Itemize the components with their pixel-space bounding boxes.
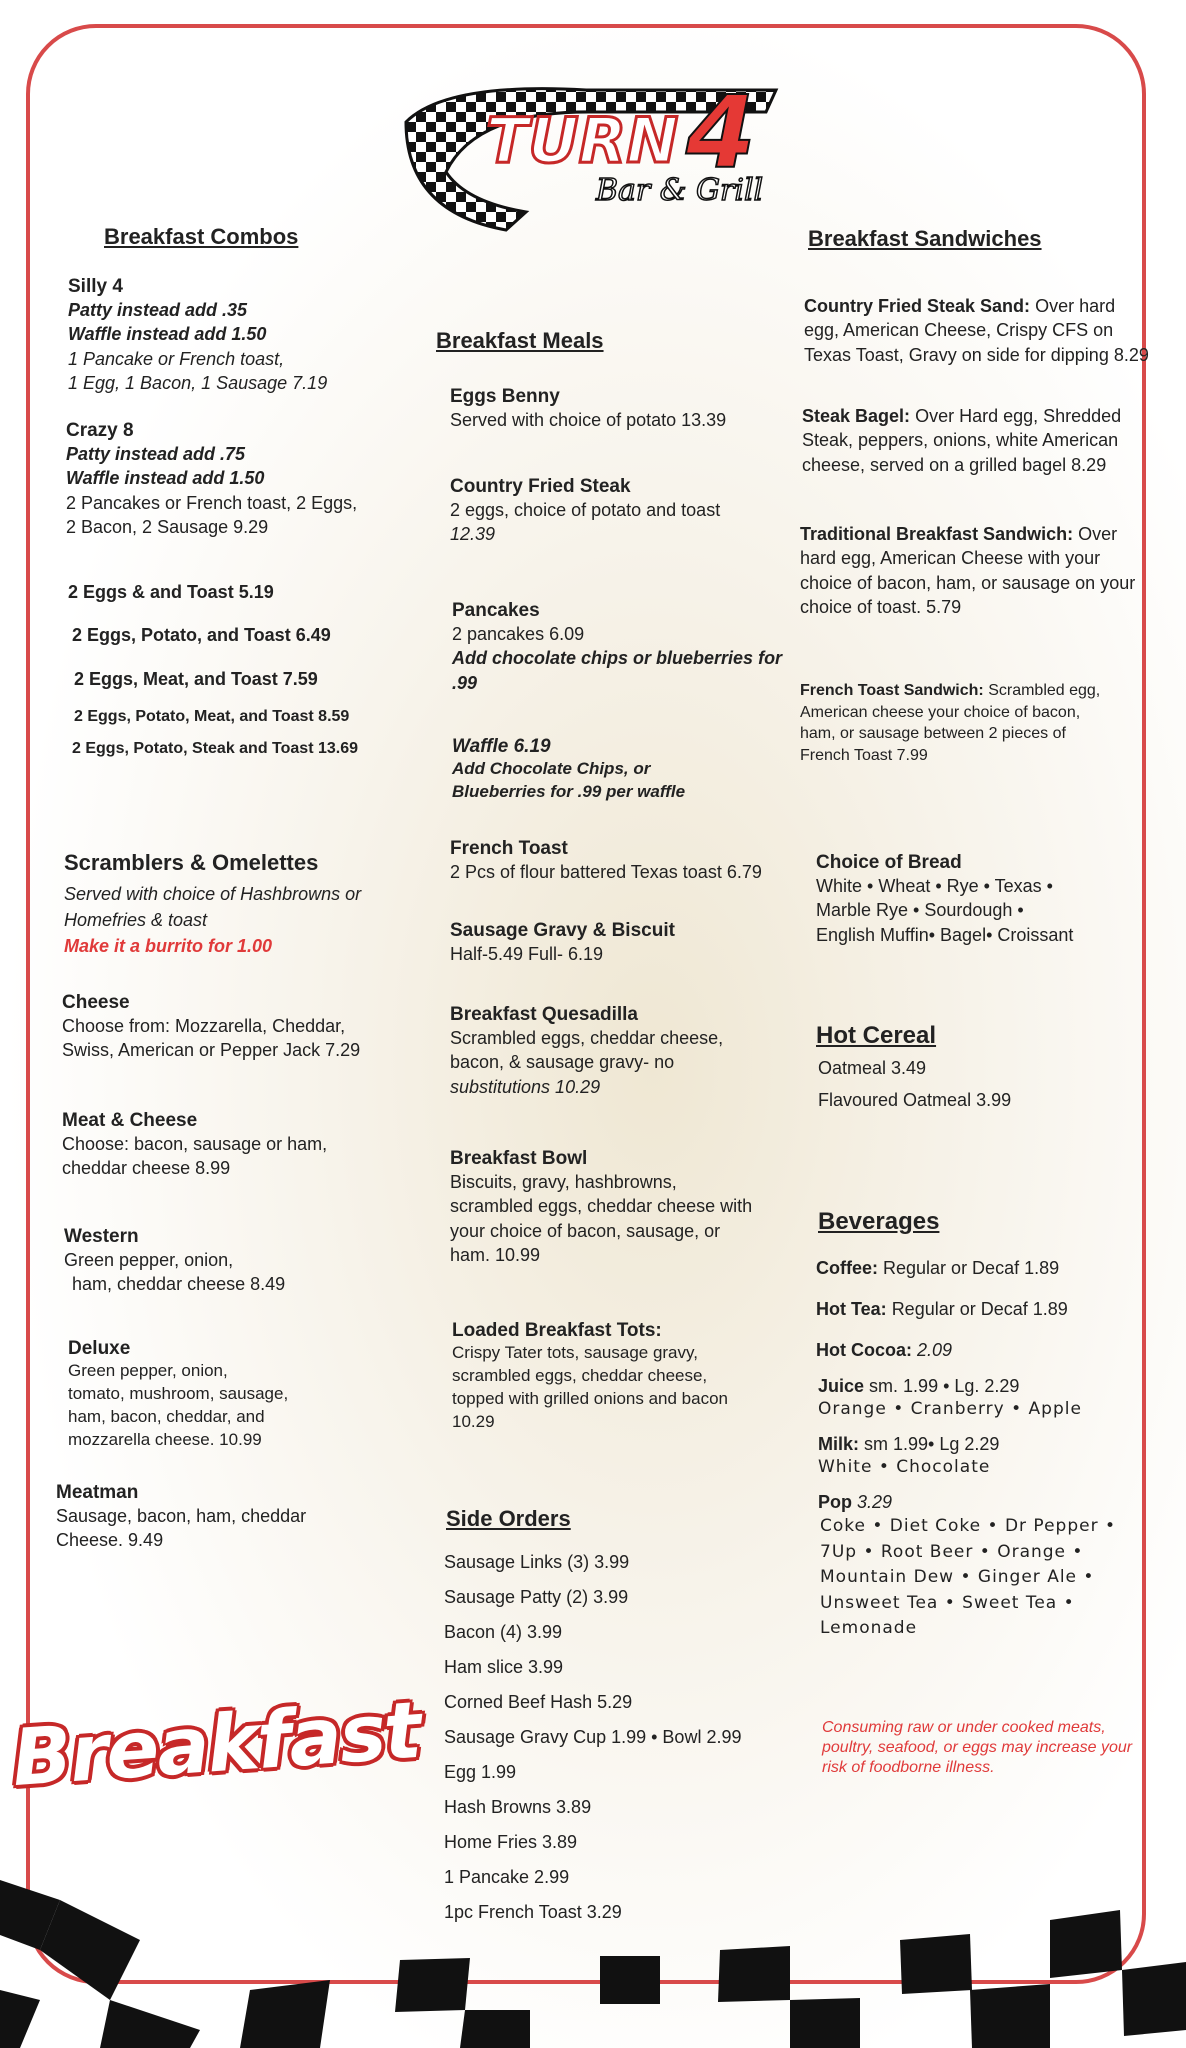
combo-line: 2 Pancakes or French toast, 2 Eggs, (66, 492, 358, 513)
omelette-line: ham, bacon, cheddar, and (68, 1406, 265, 1426)
side-item: Sausage Links (3) 3.99 (444, 1552, 630, 1572)
combo-simple-4: 2 Eggs, Potato, Meat, and Toast 8.59 (74, 708, 350, 725)
bev-price: Regular or Decaf 1.89 (883, 1258, 1060, 1278)
meal-line: Add chocolate chips or blueberries for (452, 648, 783, 669)
cereal-item: Oatmeal 3.49 (818, 1058, 927, 1078)
bev-label: Coffee: (816, 1258, 878, 1278)
meal-line: Scrambled eggs, cheddar cheese, (450, 1028, 724, 1048)
sandwich-name: Country Fried Steak Sand: (804, 296, 1031, 316)
omelette-line: mozzarella cheese. 10.99 (68, 1429, 262, 1449)
sandwich-name: Steak Bagel: (802, 406, 911, 426)
meal-sausage-gravy-biscuit (450, 920, 790, 966)
meal-name: Eggs Benny (450, 386, 560, 407)
bev-juice (818, 1374, 1019, 1398)
pop-flavors (820, 1514, 1150, 1642)
combo-line: Waffle instead add 1.50 (66, 468, 265, 489)
omelette-line: cheddar cheese 8.99 (62, 1158, 231, 1179)
pop-flavor-line: Mountain Dew • Ginger Ale • (820, 1567, 1095, 1587)
side-item: Egg 1.99 (444, 1762, 517, 1782)
sandwich-name: Traditional Breakfast Sandwich: (800, 524, 1074, 544)
sandwich-traditional (800, 522, 1152, 619)
combos-title: Breakfast Combos (104, 224, 299, 249)
pop-flavor-line: Unsweet Tea • Sweet Tea • (820, 1592, 1075, 1613)
bread-title: Choice of Bread (816, 852, 962, 873)
cereal-item: Flavoured Oatmeal 3.99 (818, 1090, 1012, 1110)
breakfast-banner: Breakfast (9, 1685, 423, 1805)
meal-line: substitutions 10.29 (450, 1076, 601, 1097)
meal-line: Blueberries for .99 per waffle (452, 781, 686, 801)
omelette-line: tomato, mushroom, sausage, (68, 1383, 289, 1403)
combo-line: Waffle instead add 1.50 (68, 324, 267, 345)
side-item: Sausage Gravy Cup 1.99 • Bowl 2.99 (444, 1727, 742, 1747)
bread-line: White • Wheat • Rye • Texas • (816, 876, 1053, 896)
meal-name: Breakfast Bowl (450, 1148, 588, 1169)
meal-waffle (452, 736, 792, 804)
combo-silly4 (68, 276, 388, 395)
meal-line: topped with grilled onions and bacon (452, 1388, 728, 1408)
bev-label: Pop (818, 1492, 852, 1512)
pop-flavor-line: 7Up • Root Beer • Orange • (820, 1541, 1084, 1562)
meals-title: Breakfast Meals (436, 328, 604, 353)
meal-line: Add Chocolate Chips, or (452, 759, 651, 778)
sandwich-line: cheese, served on a grilled bagel 8.29 (802, 454, 1107, 475)
omelette-name: Meatman (56, 1482, 139, 1503)
meal-loaded-tots (452, 1320, 792, 1434)
combo-simple-5: 2 Eggs, Potato, Steak and Toast 13.69 (72, 740, 359, 757)
sandwich-french-toast (800, 680, 1152, 766)
meal-line: 2 eggs, choice of potato and toast (450, 500, 721, 520)
meal-line: 12.39 (450, 524, 496, 545)
sandwich-line: choice of bacon, ham, or sausage on your (800, 572, 1136, 593)
sandwich-steak-bagel (802, 404, 1152, 477)
pop-flavor-line: Lemonade (820, 1618, 918, 1638)
scramblers-title: Scramblers & Omelettes (64, 850, 319, 875)
meal-line: scrambled eggs, cheddar cheese with (450, 1196, 753, 1217)
bread-line: Marble Rye • Sourdough • (816, 900, 1024, 921)
sandwich-line: egg, American Cheese, Crispy CFS on (804, 320, 1114, 341)
bev-price: 3.29 (857, 1492, 893, 1512)
meal-name: Pancakes (452, 600, 540, 621)
omelette-name: Western (64, 1226, 139, 1247)
meal-country-fried-steak (450, 476, 790, 547)
sandwich-line: ham, or sausage between 2 pieces of (800, 725, 1066, 743)
bev-label: Juice (818, 1376, 865, 1396)
sandwich-line: hard egg, American Cheese with your (800, 548, 1101, 569)
bev-juice-flavors: Orange • Cranberry • Apple (818, 1399, 1082, 1419)
omelette-line: Cheese. 9.49 (56, 1530, 164, 1551)
side-item: Hash Browns 3.89 (444, 1797, 592, 1817)
omelette-line: Choose: bacon, sausage or ham, (62, 1134, 328, 1154)
sandwich-line: French Toast 7.99 (800, 746, 928, 764)
cereal-title: Hot Cereal (816, 1022, 937, 1049)
meal-line: 2 pancakes 6.09 (452, 624, 585, 644)
bread-choices (816, 852, 1146, 947)
sandwich-line: Texas Toast, Gravy on side for dipping 8.29 (804, 344, 1149, 365)
scramblers-sub-2: Homefries & toast (64, 910, 208, 930)
sides-title: Side Orders (446, 1506, 571, 1531)
bev-price: sm. 1.99 • Lg. 2.29 (869, 1376, 1020, 1396)
side-item: Corned Beef Hash 5.29 (444, 1692, 633, 1712)
meal-pancakes (452, 600, 792, 695)
side-item: 1 Pancake 2.99 (444, 1867, 570, 1887)
bev-cocoa (816, 1338, 952, 1362)
combo-simple-1: 2 Eggs & and Toast 5.19 (68, 582, 274, 602)
bread-line: English Muffin• Bagel• Croissant (816, 924, 1074, 945)
sandwich-line: Steak, peppers, onions, white American (802, 430, 1119, 451)
omelette-line: Green pepper, onion, (68, 1361, 228, 1380)
meal-name: Country Fried Steak (450, 476, 631, 497)
meal-name: Breakfast Quesadilla (450, 1004, 638, 1025)
foodborne-disclaimer: Consuming raw or under cooked meats, poultry, seafood, or eggs may increase your risk of foodborne illness. (822, 1719, 1133, 1776)
meal-name: French Toast (450, 838, 568, 859)
combo-line: 1 Egg, 1 Bacon, 1 Sausage 7.19 (68, 372, 328, 393)
scramblers-sub-1: Served with choice of Hashbrowns or (64, 884, 362, 904)
meal-eggs-benny (450, 386, 790, 432)
bev-coffee (816, 1256, 1059, 1280)
combo-simple-3: 2 Eggs, Meat, and Toast 7.59 (74, 669, 318, 689)
omelette-deluxe (68, 1338, 398, 1452)
omelette-western (64, 1226, 394, 1297)
meal-line: 10.29 (452, 1411, 495, 1431)
sandwich-name: French Toast Sandwich: (800, 682, 984, 699)
bev-label: Hot Cocoa: (816, 1340, 912, 1360)
logo-turn-text: TURN (486, 104, 679, 177)
omelette-meatman (56, 1482, 386, 1553)
side-item: Ham slice 3.99 (444, 1657, 564, 1677)
meal-line: bacon, & sausage gravy- no (450, 1052, 675, 1073)
omelette-cheese (62, 992, 392, 1063)
sandwiches-title: Breakfast Sandwiches (808, 226, 1042, 251)
meal-line: Served with choice of potato 13.39 (450, 410, 727, 430)
bev-price: sm 1.99• Lg 2.29 (864, 1434, 1000, 1454)
meal-line: your choice of bacon, sausage, or (450, 1220, 721, 1241)
combo-name: Crazy 8 (66, 420, 134, 441)
side-item: 1pc French Toast 3.29 (444, 1902, 622, 1922)
meal-line: Crispy Tater tots, sausage gravy, (452, 1343, 698, 1362)
burrito-note: Make it a burrito for 1.00 (64, 936, 273, 956)
meal-breakfast-bowl (450, 1148, 790, 1267)
meal-line: 2 Pcs of flour battered Texas toast 6.79 (450, 862, 762, 882)
logo-four-text: 4 (686, 74, 756, 191)
omelette-name: Cheese (62, 992, 130, 1013)
omelette-meat-cheese (62, 1110, 392, 1181)
omelette-line: Swiss, American or Pepper Jack 7.29 (62, 1040, 361, 1061)
logo-subtitle: Bar & Grill (596, 173, 764, 208)
combo-name: Silly 4 (68, 276, 123, 297)
turn4-logo (386, 62, 786, 232)
beverages-title: Beverages (818, 1208, 940, 1235)
sides-list (444, 1550, 804, 1935)
side-item: Home Fries 3.89 (444, 1832, 578, 1852)
bev-tea (816, 1297, 1068, 1321)
omelette-line: Green pepper, onion, (64, 1250, 234, 1270)
bev-milk (818, 1432, 999, 1456)
combo-crazy8 (66, 420, 406, 539)
sandwich-line: Scrambled egg, (988, 682, 1101, 699)
sandwich-line: Over Hard egg, Shredded (915, 406, 1122, 426)
side-item: Sausage Patty (2) 3.99 (444, 1587, 629, 1607)
meal-name: Sausage Gravy & Biscuit (450, 920, 675, 941)
sandwich-line: American cheese your choice of bacon, (800, 703, 1081, 721)
bev-label: Milk: (818, 1434, 860, 1454)
combo-line: Patty instead add .75 (66, 444, 246, 464)
meal-line: Biscuits, gravy, hashbrowns, (450, 1172, 677, 1192)
meal-quesadilla (450, 1004, 790, 1099)
combo-line: 1 Pancake or French toast, (68, 348, 285, 369)
meal-line: scrambled eggs, cheddar cheese, (452, 1365, 708, 1385)
bev-pop (818, 1490, 892, 1514)
meal-name: Waffle 6.19 (452, 736, 551, 757)
meal-name: Loaded Breakfast Tots: (452, 1320, 662, 1341)
checkered-flag-footer (0, 1880, 1186, 2048)
combo-simple-2: 2 Eggs, Potato, and Toast 6.49 (72, 625, 331, 645)
bev-milk-flavors: White • Chocolate (818, 1457, 991, 1477)
omelette-line: Sausage, bacon, ham, cheddar (56, 1506, 307, 1526)
pop-flavor-line: Coke • Diet Coke • Dr Pepper • (820, 1516, 1116, 1536)
omelette-line: Choose from: Mozzarella, Cheddar, (62, 1016, 346, 1036)
bev-label: Hot Tea: (816, 1299, 887, 1319)
sandwich-line: Over hard (1035, 296, 1116, 316)
combo-line: 2 Bacon, 2 Sausage 9.29 (66, 516, 269, 537)
bev-price: 2.09 (917, 1340, 953, 1360)
combo-line: Patty instead add .35 (68, 300, 248, 320)
meal-line: Half-5.49 Full- 6.19 (450, 944, 604, 964)
omelette-name: Deluxe (68, 1338, 131, 1359)
bev-price: Regular or Decaf 1.89 (891, 1299, 1068, 1319)
omelette-name: Meat & Cheese (62, 1110, 198, 1131)
meal-line: .99 (452, 672, 478, 693)
sandwich-line: choice of toast. 5.79 (800, 596, 962, 617)
omelette-line: ham, cheddar cheese 8.49 (72, 1274, 286, 1295)
sandwich-cfs (804, 294, 1154, 367)
sandwich-line: Over (1078, 524, 1118, 544)
side-item: Bacon (4) 3.99 (444, 1622, 563, 1642)
meal-line: ham. 10.99 (450, 1244, 541, 1265)
meal-french-toast (450, 838, 790, 884)
